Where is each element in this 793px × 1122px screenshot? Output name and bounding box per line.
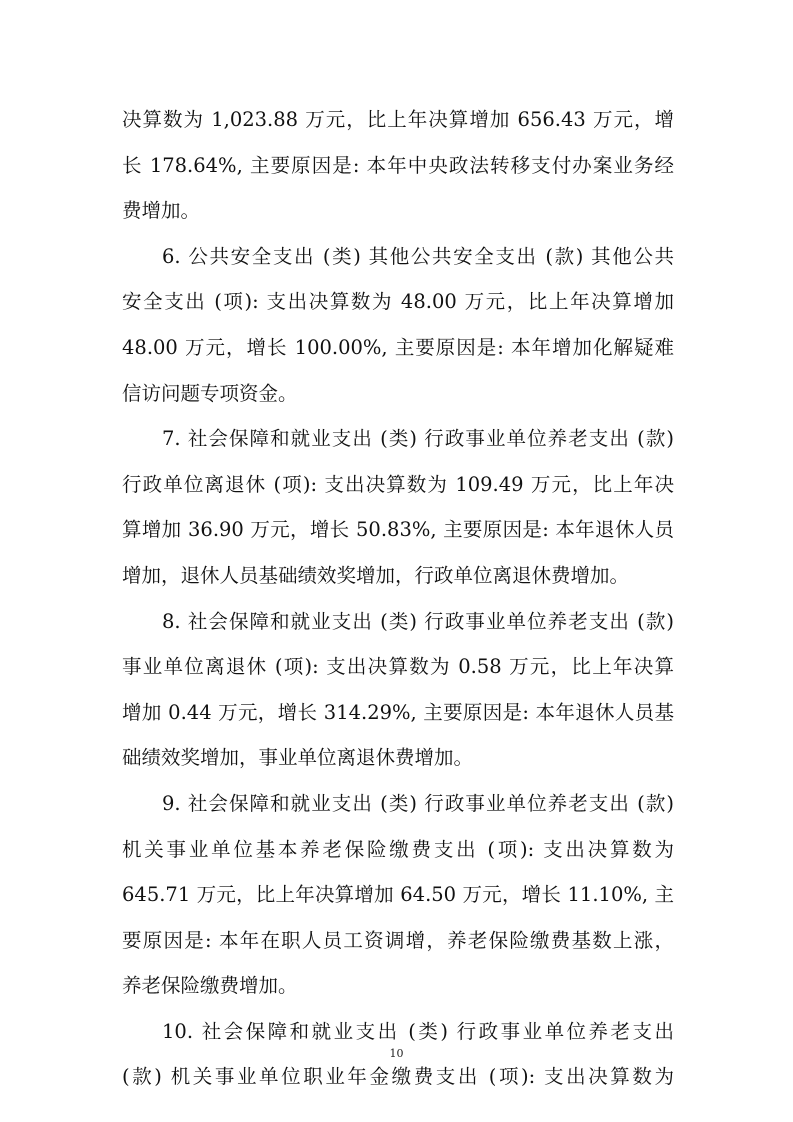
- text-line: 长 178.64%, 主要原因是: 本年中央政法转移支付办案业务经: [122, 153, 674, 177]
- paragraph-7: [122, 416, 674, 598]
- body-text: [122, 97, 674, 1100]
- text-line: (款) 机关事业单位职业年金缴费支出 (项): 支出决算数为: [122, 1065, 674, 1089]
- text-line: 要原因是: 本年在职人员工资调增，养老保险缴费基数上涨，: [122, 928, 674, 952]
- text-line: 算增加 36.90 万元，增长 50.83%, 主要原因是: 本年退休人员: [122, 518, 674, 542]
- text-line: 础绩效奖增加，事业单位离退休费增加。: [122, 746, 474, 770]
- paragraph-8: [122, 599, 674, 781]
- text-line: 10. 社会保障和就业支出 (类) 行政事业单位养老支出: [162, 1019, 674, 1043]
- text-line: 645.71 万元，比上年决算增加 64.50 万元，增长 11.10%, 主: [122, 883, 674, 907]
- paragraph-9: [122, 781, 674, 1009]
- page-number: 10: [389, 1047, 404, 1060]
- text-line: 机关事业单位基本养老保险缴费支出 (项): 支出决算数为: [122, 837, 674, 861]
- text-line: 决算数为 1,023.88 万元，比上年决算增加 656.43 万元，增: [122, 108, 674, 131]
- text-line: 7. 社会保障和就业支出 (类) 行政事业单位养老支出 (款): [162, 427, 674, 451]
- text-line: 事业单位离退休 (项): 支出决算数为 0.58 万元，比上年决算: [122, 655, 674, 679]
- text-line: 增加，退休人员基础绩效奖增加，行政单位离退休费增加。: [122, 563, 630, 587]
- paragraph-6: [122, 234, 674, 416]
- text-line: 养老保险缴费增加。: [122, 974, 298, 998]
- text-line: 48.00 万元，增长 100.00%, 主要原因是: 本年增加化解疑难: [122, 335, 674, 359]
- text-line: 安全支出 (项): 支出决算数为 48.00 万元，比上年决算增加: [122, 290, 674, 314]
- text-line: 行政单位离退休 (项): 支出决算数为 109.49 万元，比上年决: [122, 472, 674, 496]
- text-line: 增加 0.44 万元，增长 314.29%, 主要原因是: 本年退休人员基: [122, 700, 674, 724]
- paragraph-5-continuation: [122, 97, 674, 234]
- text-line: 9. 社会保障和就业支出 (类) 行政事业单位养老支出 (款): [162, 791, 674, 815]
- text-line: 8. 社会保障和就业支出 (类) 行政事业单位养老支出 (款): [162, 609, 674, 633]
- text-line: 费增加。: [122, 199, 201, 223]
- text-line: 信访问题专项资金。: [122, 381, 298, 405]
- text-line: 6. 公共安全支出 (类) 其他公共安全支出 (款) 其他公共: [162, 244, 674, 268]
